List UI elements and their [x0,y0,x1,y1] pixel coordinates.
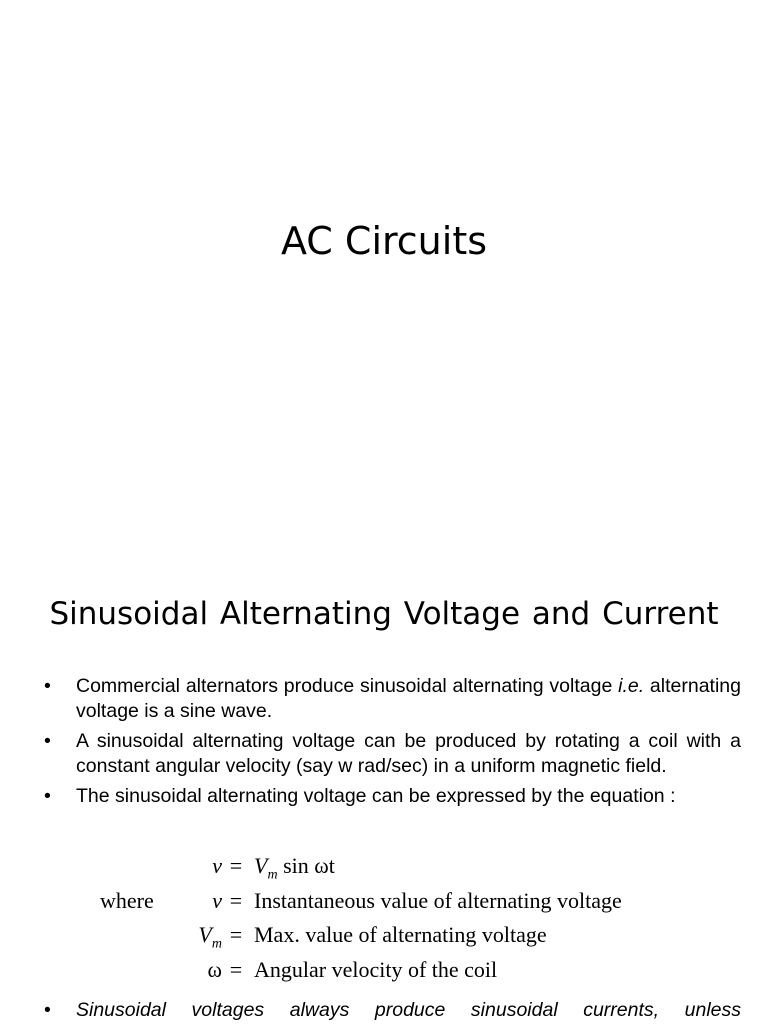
equation-equals: = [229,922,243,947]
equation-lhs: v [212,887,222,913]
bullet-item [44,998,741,1023]
symbol-subscript: m [211,936,222,952]
bullet-emphasis: i.e. [618,675,645,697]
equation-definition: Instantaneous value of alternating voltage [254,887,622,913]
bullet-text: Sinusoidal voltages always produce sinusoidal currents, unless [76,999,741,1021]
bullet-list [44,674,741,814]
bullet-text: A sinusoidal alternating voltage can be produced by rotating a coil with a constant angular velocity (say w rad/sec) in a uniform magnetic field. [76,730,741,777]
bullet-marker: • [44,730,51,752]
equation-lhs: v [212,853,222,878]
bullet-text: The sinusoidal alternating voltage can be expressed by the equation : [76,785,676,807]
bullet-item [44,729,741,779]
sine-term: sin ωt [277,853,335,878]
symbol-v: V [198,922,212,947]
bullet-marker: • [44,785,51,807]
equation-rhs [254,853,335,883]
equation-definition: Max. value of alternating voltage [254,922,547,947]
equation-definition: Angular velocity of the coil [254,956,498,982]
equation-lhs: ω [207,956,222,982]
equation-equals: = [229,956,243,982]
symbol-v: V [254,853,268,878]
bullet-marker: • [44,999,51,1021]
bullet-item [44,784,741,809]
equation-lhs [162,922,222,952]
slide-title: AC Circuits [280,219,488,263]
bullet-item [44,674,741,724]
slide-heading: Sinusoidal Alternating Voltage and Current [49,596,719,632]
symbol-subscript: m [267,867,278,883]
equation-equals: = [229,887,243,913]
bullet-text: alternating voltage is a sine wave. [76,675,741,722]
bullet-marker: • [44,675,51,697]
equation-equals: = [229,853,243,878]
where-label: where [100,887,154,913]
bullet-text: Commercial alternators produce sinusoidal alternating voltage [76,675,619,697]
